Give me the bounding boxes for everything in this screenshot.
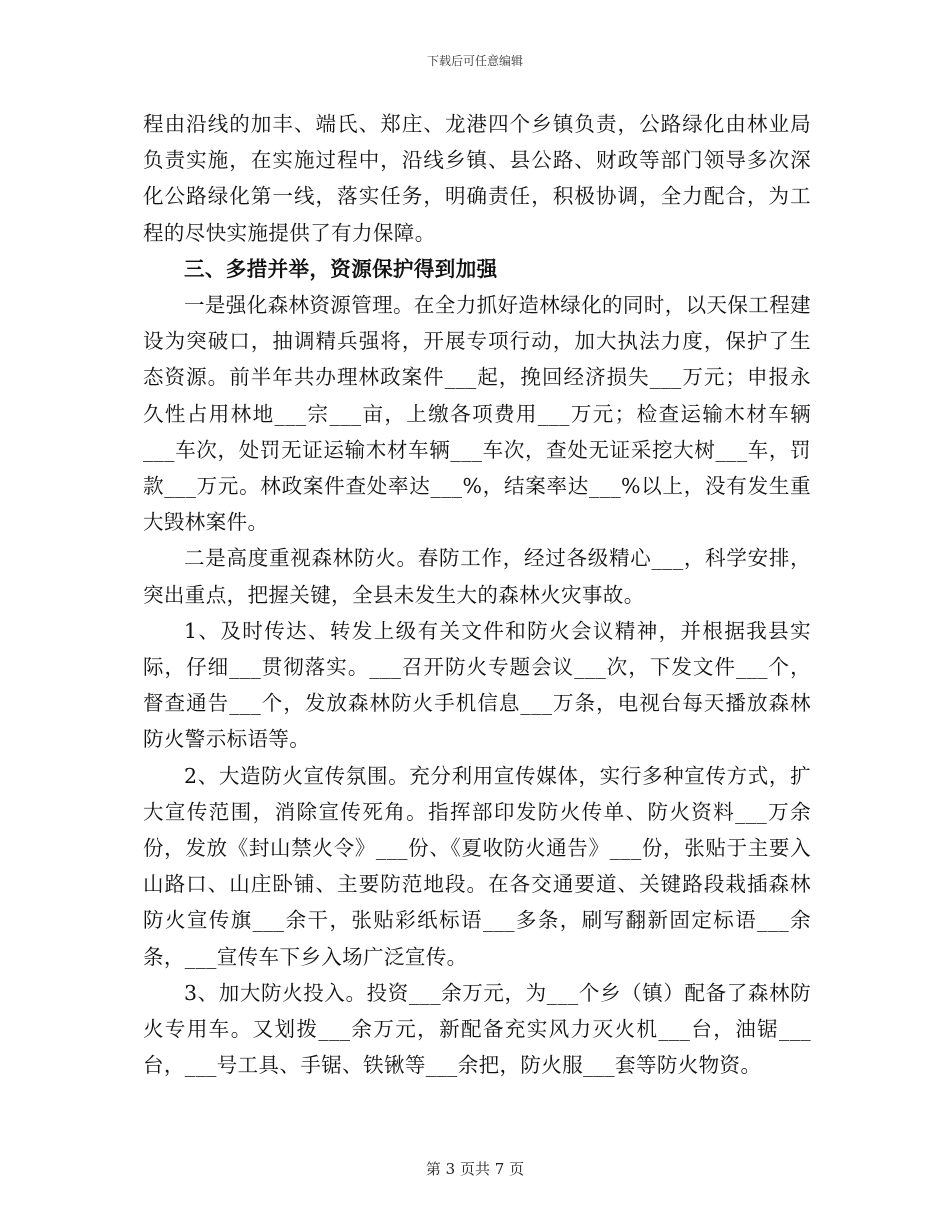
paragraph-item-3: 3、加大防火投入。投资___余万元，为___个乡（镇）配备了森林防火专用车。又划拨___余万元，新配备充实风力灭火机___台，油锯___台，___号工具、手锯、铁锹等___余把，防火服___套等防火物资。 [143, 980, 811, 1078]
document-body [143, 106, 811, 1083]
paragraph-fire-prevention: 二是高度重视森林防火。春防工作，经过各级精心___，科学安排，突出重点，把握关键，全县未发生大的森林火灾事故。 [143, 546, 811, 607]
page-header-note: 下载后可任意编辑 [426, 54, 523, 68]
paragraph-item-2: 2、大造防火宣传氛围。充分利用宣传媒体，实行多种宣传方式，扩大宣传范围，消除宣传死角。指挥部印发防火传单、防火资料___万余份，发放《封山禁火令》___份、《夏收防火通告》___份，张贴于主要入山路口、山庄卧铺、主要防范地段。在各交通要道、关键路段栽插森林防火宣传旗___余干，张贴彩纸标语___多条，刷写翻新固定标语___余条，___宣传车下乡入场广泛宣传。 [143, 763, 811, 969]
paragraph-item-1: 1、及时传达、转发上级有关文件和防火会议精神，并根据我县实际，仔细___贯彻落实。___召开防火专题会议___次，下发文件___个，督查通告___个，发放森林防火手机信息___万条，电视台每天播放森林防火警示标语等。 [143, 618, 811, 752]
paragraph-continued: 程由沿线的加丰、端氏、郑庄、龙港四个乡镇负责，公路绿化由林业局负责实施，在实施过程中，沿线乡镇、县公路、财政等部门领导多次深化公路绿化第一线，落实任务，明确责任，积极协调，全力配合，为工程的尽快实施提供了有力保障。 [143, 112, 811, 245]
paragraph-forest-resource: 一是强化森林资源管理。在全力抓好造林绿化的同时，以天保工程建设为突破口，抽调精兵强将，开展专项行动，加大执法力度，保护了生态资源。前半年共办理林政案件___起，挽回经济损失___万元；申报永久性占用林地___宗___亩，上缴各项费用___万元；检查运输木材车辆___车次，处罚无证运输木材车辆___车次，查处无证采挖大树___车，罚款___万元。林政案件查处率达___%，结案率达___%以上，没有发生重大毁林案件。 [143, 293, 811, 535]
section-heading-3: 三、多措并举，资源保护得到加强 [184, 256, 498, 281]
page-number: 第 3 页共 7 页 [425, 1160, 525, 1178]
